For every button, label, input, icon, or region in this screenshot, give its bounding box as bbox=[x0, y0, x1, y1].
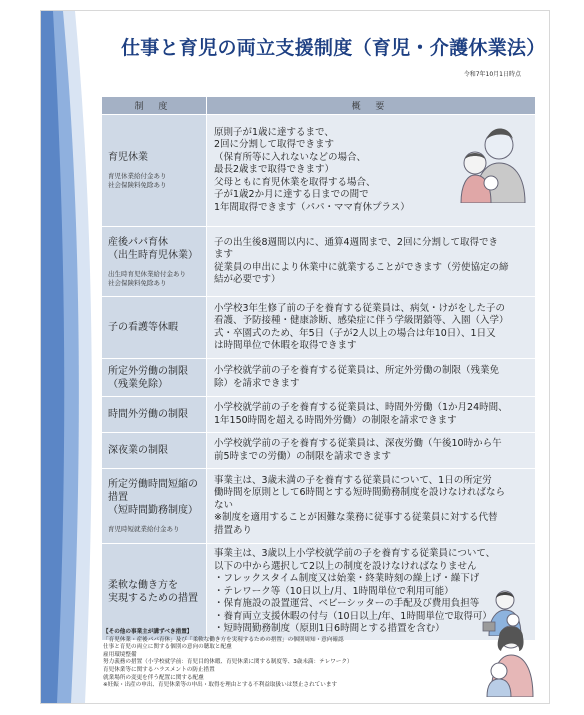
row-label: 深夜業の制限 bbox=[108, 445, 168, 456]
table-row bbox=[102, 544, 536, 641]
row-label-cell bbox=[102, 433, 207, 469]
footer-line: 仕事と育児の両立に関する個別の意向の聴取と配慮 bbox=[103, 644, 232, 651]
footer-line: 「育児休業・産後パパ育休」及び「柔軟な働き方を実現するための措置」の個別周知・意向確認 bbox=[103, 636, 344, 643]
row-description-cell bbox=[207, 433, 536, 469]
effective-date: 令和7年10月1日時点 bbox=[463, 71, 521, 78]
row-description: 事業主は、3歳未満の子を養育する従業員について、1日の所定労 働時間を原則として6時間とする短時間勤務制度を設けなければなら ない ※制度を適用することが困難な業務に従事する従業員に対する代替 措置あり bbox=[214, 474, 506, 536]
table-row bbox=[102, 359, 536, 397]
row-description: 小学校3年生修了前の子を養育する従業員は、病気・けがをした子の 看護、予防接種・健康診断、感染症に伴う学級閉鎖等、入園（入学） 式・卒園式のため、年5日（子が2人以上の場合は年10日）、1日又 は時間単位で休暇を取得できます bbox=[214, 302, 509, 351]
row-label: 柔軟な働き方を 実現するための措置 bbox=[108, 579, 198, 604]
footer-line: 育児休業等に関するハラスメントの防止措置 bbox=[103, 666, 215, 673]
table-row bbox=[102, 469, 536, 544]
row-description: 小学校就学前の子を養育する従業員は、所定外労働の制限（残業免 除）を請求できます bbox=[214, 365, 500, 389]
footer-line: ※妊娠・出産の申出、育児休業等の申出・取得を理由とする不利益取扱いは禁止されています bbox=[103, 682, 338, 689]
row-label-cell bbox=[102, 469, 207, 544]
row-description-cell bbox=[207, 297, 536, 359]
column-header-system: 制 度 bbox=[102, 97, 207, 115]
row-label: 子の看護等休暇 bbox=[108, 322, 178, 333]
table-row bbox=[102, 115, 536, 227]
table-row bbox=[102, 433, 536, 469]
footer-line: 雇用環境整備 bbox=[103, 651, 137, 658]
row-label: 育児休業 bbox=[108, 152, 148, 163]
row-sublabel: 育児休業給付金あり 社会保険料免除あり bbox=[108, 172, 167, 189]
footer-heading: 【その他の事業主が講ずべき措置】 bbox=[103, 629, 193, 635]
footer-line: 就業場所の変更を伴う配置に関する配慮 bbox=[103, 674, 204, 681]
row-description: 小学校就学前の子を養育する従業員は、時間外労働（1か月24時間、 1年150時間を超える時間外労働）の制限を請求できます bbox=[214, 402, 508, 426]
row-label: 時間外労働の制限 bbox=[108, 409, 188, 420]
row-sublabel: 出生時育児休業給付金あり 社会保険料免除あり bbox=[108, 269, 186, 287]
row-description: 事業主は、3歳以上小学校就学前の子を養育する従業員について、 以下の中から選択して2以上の制度を設けなければなりません ・フレックスタイム制度又は始業・終業時刻の繰上げ・繰下げ ・テレワーク等（10日以上/月、1時間単位で利用可能） ・保育施設の設置運営、ベビーシッターの手配及び費用負担等 ・養育両立支援休暇の付与（10日以上/年、1時間単位で取得可） ・短時間勤務制度（原則1日6時間とする措置を含む） bbox=[214, 548, 496, 634]
row-label: 所定外労働の制限 （残業免除） bbox=[108, 365, 188, 390]
column-header-summary: 概 要 bbox=[207, 97, 536, 115]
row-sublabel: 育児時短就業給付金あり bbox=[108, 525, 180, 533]
family-illustration-icon bbox=[447, 119, 531, 203]
row-label: 所定労働時間短縮の 措置 （短時間勤務制度） bbox=[108, 479, 198, 516]
row-label-cell bbox=[102, 115, 207, 227]
row-description-cell bbox=[207, 359, 536, 397]
support-system-table bbox=[101, 96, 536, 641]
table-row bbox=[102, 297, 536, 359]
table-row bbox=[102, 397, 536, 433]
document-page bbox=[40, 10, 550, 704]
row-description-cell bbox=[207, 115, 536, 227]
table-header-row bbox=[102, 97, 536, 115]
table-row bbox=[102, 227, 536, 297]
mother-child-illustration-icon bbox=[479, 621, 537, 697]
document-title: 仕事と育児の両立支援制度（育児・介護休業法） bbox=[121, 37, 546, 59]
row-description: 子の出生後8週間以内に、通算4週間まで、2回に分割して取得でき ます 従業員の申出により休業中に就業することができます（労使協定の締 結が必要です） bbox=[214, 236, 509, 285]
row-label-cell bbox=[102, 227, 207, 297]
row-label-cell bbox=[102, 297, 207, 359]
row-label-cell bbox=[102, 397, 207, 433]
row-label-cell bbox=[102, 359, 207, 397]
row-description-cell bbox=[207, 227, 536, 297]
row-label: 産後パパ育休 （出生時育児休業） bbox=[108, 236, 198, 261]
row-description-cell bbox=[207, 469, 536, 544]
row-description: 原則子が1歳に達するまで、 2回に分割して取得できます （保育所等に入れないなどの場合、 最長2歳まで取得できます） 父母ともに育児休業を取得する場合、 子が1歳2か月に達する日までの間で 1年間取得できます（パパ・ママ育休プラス） bbox=[214, 126, 410, 213]
row-description-cell bbox=[207, 397, 536, 433]
row-label-cell bbox=[102, 544, 207, 641]
row-description: 小学校就学前の子を養育する従業員は、深夜労働（午後10時から午 前5時までの労働）の制限を請求できます bbox=[214, 438, 502, 462]
footer-line: 努力義務の措置（小学校就学前：育児目的休暇、育児休業に関する制度等、3歳未満：テレワーク） bbox=[103, 659, 353, 666]
decorative-side-band bbox=[41, 11, 101, 703]
footer-notes bbox=[103, 629, 473, 690]
